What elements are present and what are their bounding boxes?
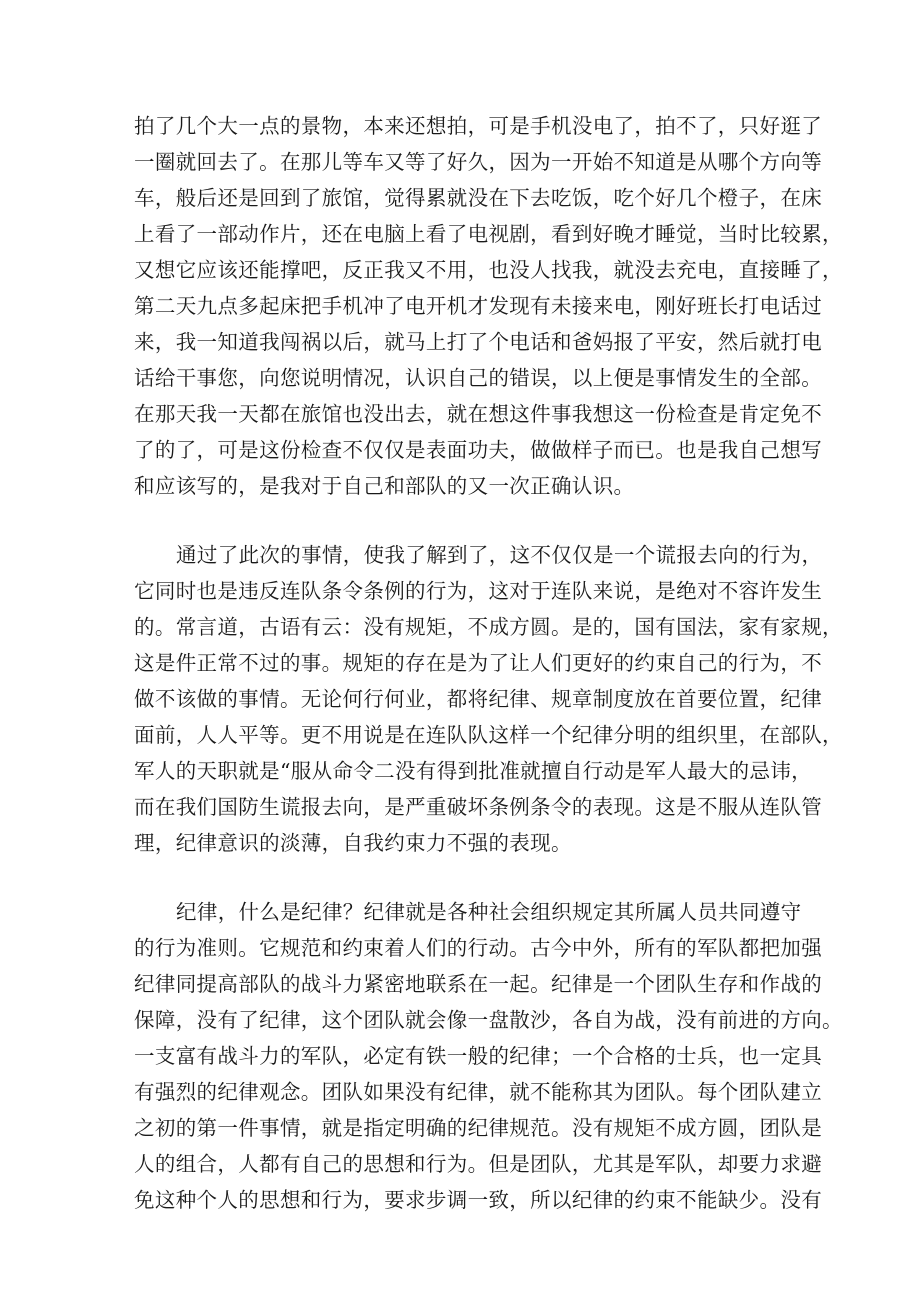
text-line: 之初的第一件事情，就是指定明确的纪律规范。没有规矩不成方圆，团队是 — [134, 1116, 823, 1140]
text-line: 在那天我一天都在旅馆也没出去，就在想这件事我想这一份检查是肯定免不 — [134, 402, 823, 426]
text-line: 保障，没有了纪律，这个团队就会像一盘散沙，各自为战，没有前进的方向。 — [134, 1008, 843, 1032]
text-line: 一支富有战斗力的军队，必定有铁一般的纪律；一个合格的士兵，也一定具 — [134, 1044, 823, 1068]
text-line: 做不该做的事情。无论何行何业，都将纪律、规章制度放在首要位置，纪律 — [134, 687, 823, 711]
text-line: 理，纪律意识的淡薄，自我约束力不强的表现。 — [134, 831, 572, 855]
text-line: 第二天九点多起床把手机冲了电开机才发现有未接来电，刚好班长打电话过 — [134, 294, 823, 318]
text-line: 和应该写的，是我对于自己和部队的又一次正确认识。 — [134, 474, 635, 498]
text-line: 它同时也是违反连队条令条例的行为，这对于连队来说，是绝对不容许发生 — [134, 579, 823, 603]
text-line: 而在我们国防生谎报去向，是严重破坏条例条令的表现。这是不服从连队管 — [134, 795, 823, 819]
text-line: 又想它应该还能撑吧，反正我又不用，也没人找我，就没去充电，直接睡了， — [134, 258, 843, 282]
text-line: 了的了，可是这份检查不仅仅是表面功夫，做做样子而已。也是我自己想写 — [134, 438, 823, 462]
text-line: 话给干事您，向您说明情况，认识自己的错误，以上便是事情发生的全部。 — [134, 366, 823, 390]
text-line: 通过了此次的事情，使我了解到了，这不仅仅是一个谎报去向的行为， — [176, 543, 823, 567]
text-line: 有强烈的纪律观念。团队如果没有纪律，就不能称其为团队。每个团队建立 — [134, 1080, 823, 1104]
text-line: 上看了一部动作片，还在电脑上看了电视剧，看到好晚才睡觉，当时比较累， — [134, 222, 843, 246]
text-line: 这是件正常不过的事。规矩的存在是为了让人们更好的约束自己的行为，不 — [134, 651, 823, 675]
text-line: 人的组合，人都有自己的思想和行为。但是团队，尤其是军队，却要力求避 — [134, 1152, 823, 1176]
text-line: 的。常言道，古语有云：没有规矩，不成方圆。是的，国有国法，家有家规， — [134, 615, 843, 639]
text-line: 拍了几个大一点的景物，本来还想拍，可是手机没电了，拍不了，只好逛了 — [134, 114, 823, 138]
text-line: 面前，人人平等。更不用说是在连队队这样一个纪律分明的组织里，在部队， — [134, 723, 843, 747]
text-line: 军人的天职就是“服从命令二没有得到批准就擅自行动是军人最大的忌讳， — [134, 759, 813, 783]
text-line: 车，般后还是回到了旅馆，觉得累就没在下去吃饭，吃个好几个橙子，在床 — [134, 186, 823, 210]
text-line: 一圈就回去了。在那儿等车又等了好久，因为一开始不知道是从哪个方向等 — [134, 150, 823, 174]
text-line: 纪律，什么是纪律？纪律就是各种社会组织规定其所属人员共同遵守 — [176, 900, 802, 924]
text-line: 免这种个人的思想和行为，要求步调一致，所以纪律的约束不能缺少。没有 — [134, 1188, 823, 1212]
text-line: 纪律同提高部队的战斗力紧密地联系在一起。纪律是一个团队生存和作战的 — [134, 972, 823, 996]
text-line: 来，我一知道我闯祸以后，就马上打了个电话和爸妈报了平安，然后就打电 — [134, 330, 823, 354]
text-line: 的行为准则。它规范和约束着人们的行动。古今中外，所有的军队都把加强 — [134, 936, 823, 960]
